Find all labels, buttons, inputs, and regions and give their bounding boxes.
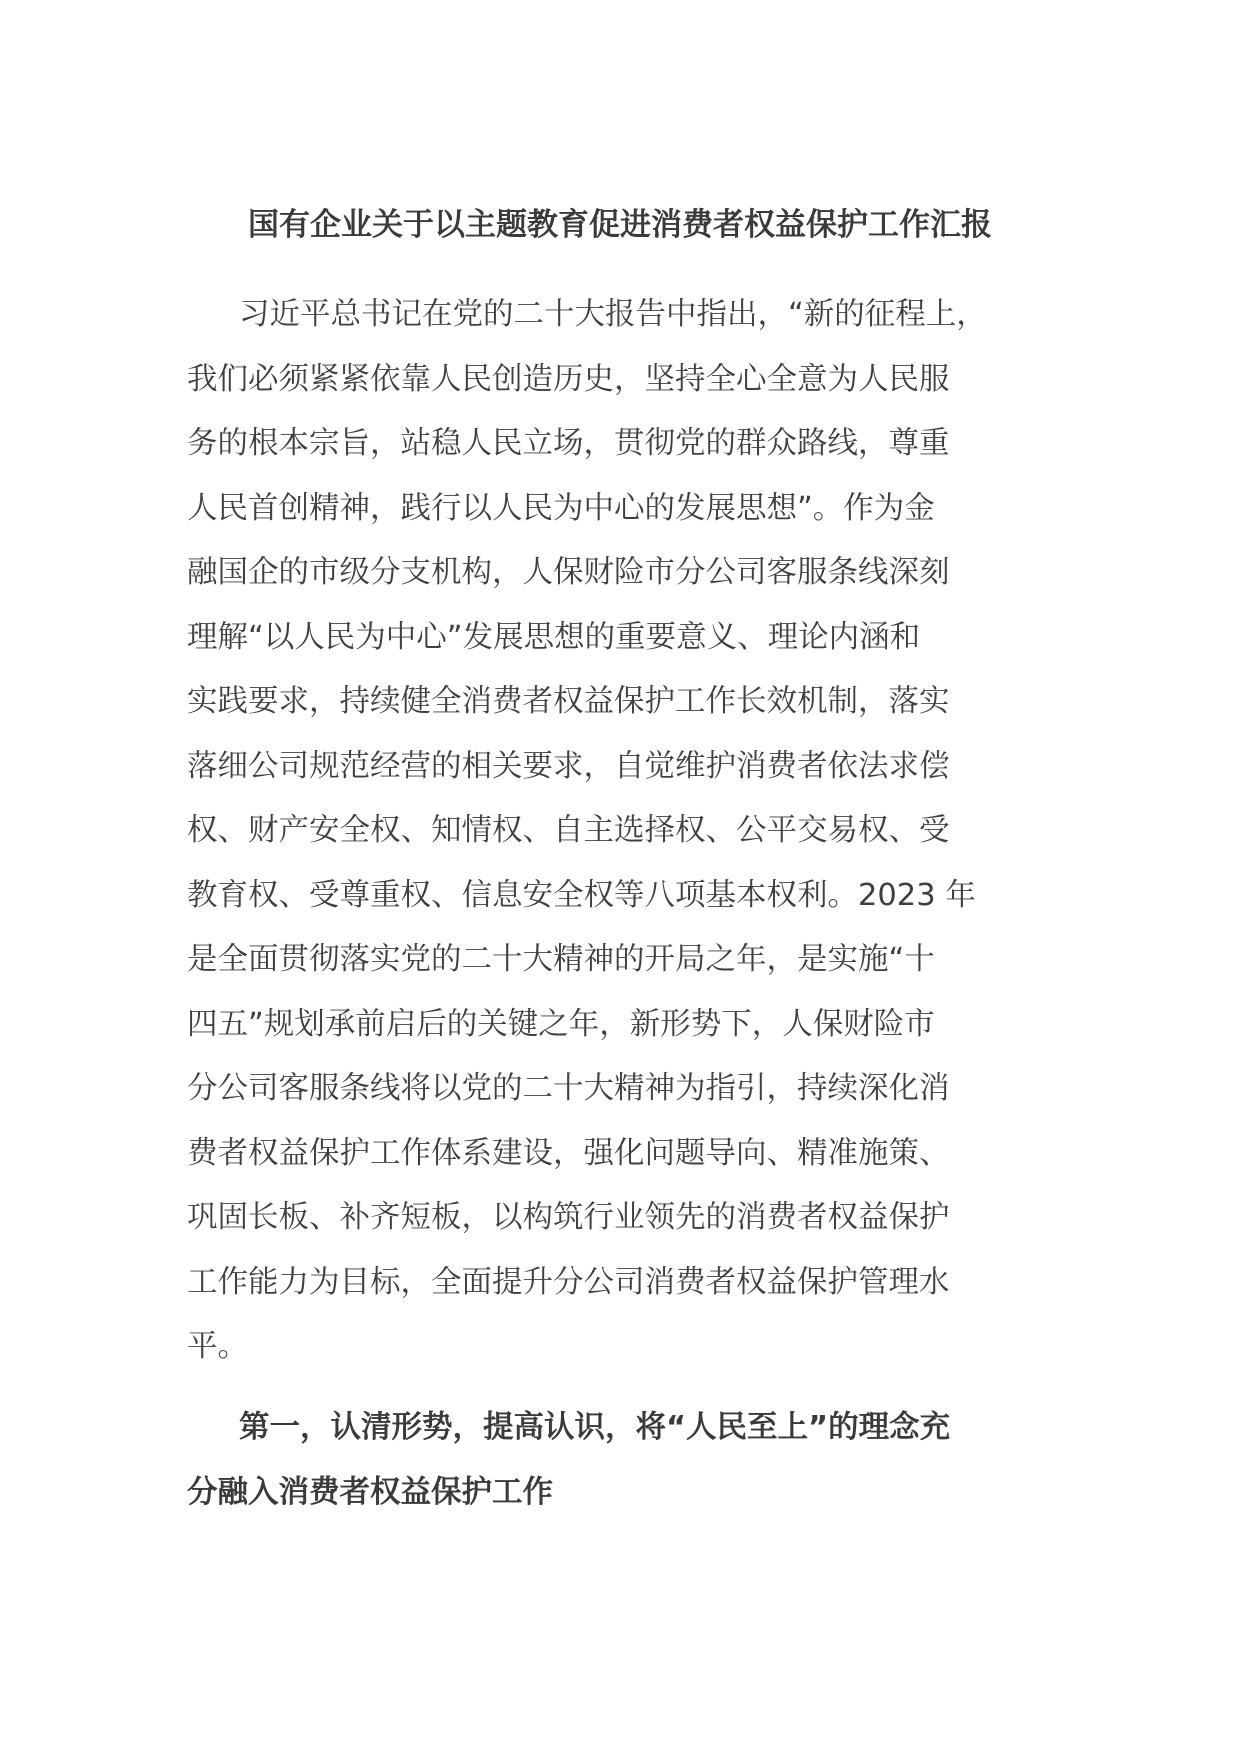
heading-line: 第一，认清形势，提高认识，将“人民至上”的理念充 — [239, 1410, 951, 1445]
paragraph-line: 理解“以人民为中心”发展思想的重要意义、理论内涵和 — [187, 619, 921, 655]
paragraph-line: 落细公司规范经营的相关要求，自觉维护消费者依法求偿 — [187, 748, 950, 784]
paragraph-line: 工作能力为目标，全面提升分公司消费者权益保护管理水 — [187, 1264, 950, 1300]
paragraph-line: 平。 — [187, 1329, 248, 1364]
document-title: 国有企业关于以主题教育促进消费者权益保护工作汇报 — [248, 207, 992, 243]
paragraph-line: 务的根本宗旨，站稳人民立场，贯彻党的群众路线，尊重 — [187, 426, 950, 461]
paragraph-line: 费者权益保护工作体系建设，强化问题导向、精准施策、 — [187, 1135, 950, 1171]
paragraph-line: 融国企的市级分支机构，人保财险市分公司客服条线深刻 — [187, 555, 950, 590]
heading-line: 分融入消费者权益保护工作 — [187, 1474, 553, 1510]
paragraph-intro — [187, 283, 1047, 1380]
paragraph-line: 教育权、受尊重权、信息安全权等八项基本权利。2023 年 — [187, 877, 976, 913]
paragraph-line: 人民首创精神，践行以人民为中心的发展思想”。作为金 — [187, 490, 935, 526]
paragraph-line: 习近平总书记在党的二十大报告中指出，“新的征程上， — [239, 297, 987, 332]
paragraph-line: 是全面贯彻落实党的二十大精神的开局之年，是实施“十 — [187, 942, 935, 977]
paragraph-line: 分公司客服条线将以党的二十大精神为指引，持续深化消 — [187, 1071, 950, 1106]
paragraph-line: 四五”规划承前启后的关键之年，新形势下，人保财险市 — [187, 1006, 935, 1042]
paragraph-line: 实践要求，持续健全消费者权益保护工作长效机制，落实 — [187, 684, 950, 719]
paragraph-line: 权、财产安全权、知情权、自主选择权、公平交易权、受 — [187, 813, 950, 848]
paragraph-line: 巩固长板、补齐短板，以构筑行业领先的消费者权益保护 — [187, 1200, 950, 1235]
paragraph-line: 我们必须紧紧依靠人民创造历史，坚持全心全意为人民服 — [187, 361, 950, 397]
section-heading-1 — [187, 1396, 1047, 1525]
